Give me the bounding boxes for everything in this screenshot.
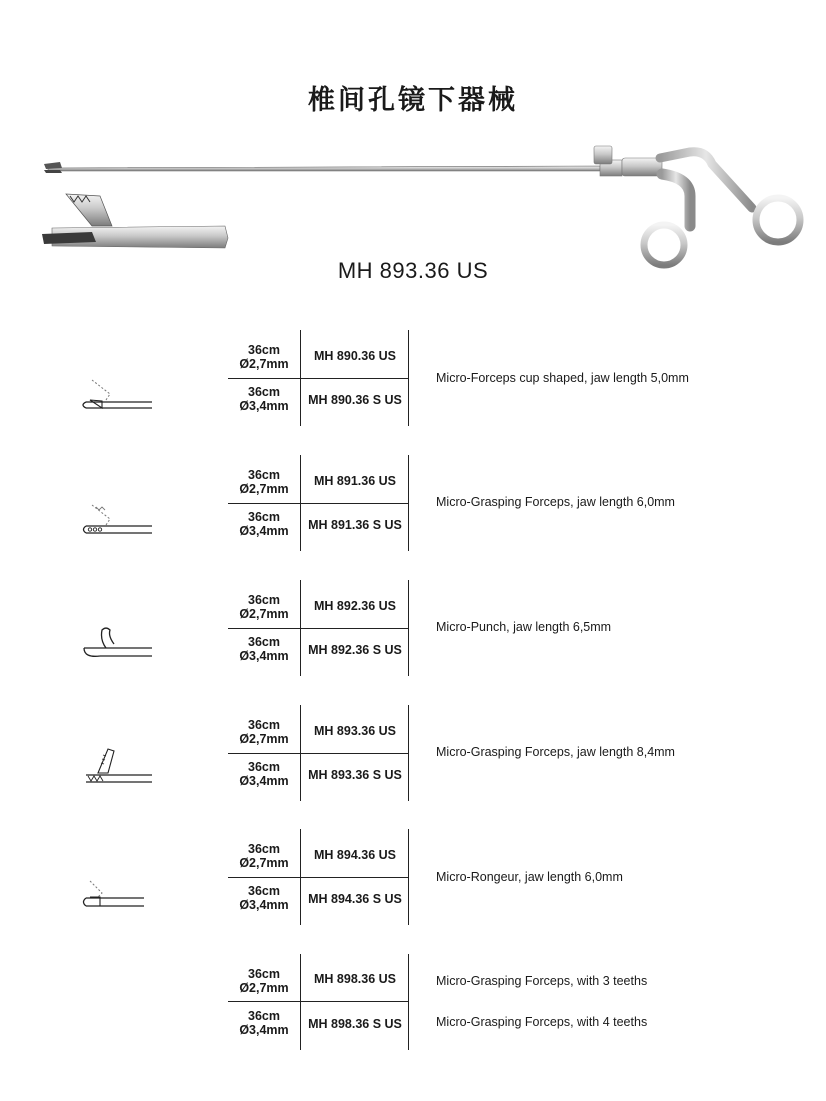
spec-dimensions [228,718,300,746]
spec-length: 36cm [248,967,280,981]
product-code: MH 898.36 S US [308,1017,402,1031]
grasping-forceps-tip-icon [70,725,160,785]
product-description: Micro-Forceps cup shaped, jaw length 5,0mm [436,371,689,385]
product-code: MH 892.36 S US [308,643,402,657]
spec-diameter: Ø3,4mm [239,1023,289,1037]
product-code: MH 898.36 US [314,972,396,986]
product-group [0,455,826,553]
spec-length: 36cm [248,718,280,732]
cup-forceps-tip-icon [70,350,160,410]
spec-diameter: Ø3,4mm [239,898,289,912]
product-description: Micro-Rongeur, jaw length 6,0mm [436,870,623,884]
spec-diameter: Ø3,4mm [239,399,289,413]
table-divider [228,1001,409,1002]
spec-dimensions [228,343,300,371]
product-description: Micro-Punch, jaw length 6,5mm [436,620,612,634]
spec-length: 36cm [248,593,280,607]
product-description: Micro-Grasping Forceps, with 3 teeths [436,974,648,988]
product-description: Micro-Grasping Forceps, jaw length 8,4mm [436,745,675,759]
spec-diameter: Ø2,7mm [239,607,289,621]
table-divider [228,378,409,379]
instrument-illustration [0,0,826,300]
spec-dimensions [228,884,300,912]
spec-diameter: Ø2,7mm [239,732,289,746]
table-divider [228,753,409,754]
product-description: Micro-Grasping Forceps, with 4 teeths [436,1015,648,1029]
spec-dimensions [228,842,300,870]
product-description: Micro-Grasping Forceps, jaw length 6,0mm [436,495,675,509]
spec-length: 36cm [248,1009,280,1023]
spec-length: 36cm [248,760,280,774]
product-code: MH 894.36 S US [308,892,402,906]
product-group [0,829,826,927]
spec-diameter: Ø2,7mm [239,357,289,371]
spec-length: 36cm [248,385,280,399]
product-code: MH 891.36 US [314,474,396,488]
table-divider [228,503,409,504]
spec-dimensions [228,593,300,621]
spec-diameter: Ø2,7mm [239,856,289,870]
rongeur-tip-icon [70,849,160,909]
table-divider [300,954,301,1050]
product-code: MH 894.36 US [314,848,396,862]
spec-dimensions [228,1009,300,1037]
spec-dimensions [228,967,300,995]
product-group [0,330,826,428]
spec-length: 36cm [248,343,280,357]
table-divider [408,954,409,1050]
spec-length: 36cm [248,510,280,524]
table-divider [228,877,409,878]
product-code: MH 890.36 US [314,349,396,363]
spec-diameter: Ø2,7mm [239,482,289,496]
spec-dimensions [228,635,300,663]
spec-diameter: Ø2,7mm [239,981,289,995]
hero-instrument [0,0,826,300]
spec-length: 36cm [248,635,280,649]
product-code: MH 890.36 S US [308,393,402,407]
grasping-forceps-tip-icon [70,475,160,535]
spec-diameter: Ø3,4mm [239,774,289,788]
product-code: MH 892.36 US [314,599,396,613]
spec-dimensions [228,468,300,496]
spec-dimensions [228,385,300,413]
spec-length: 36cm [248,468,280,482]
hero-model-code: MH 893.36 US [337,258,489,283]
spec-length: 36cm [248,884,280,898]
spec-diameter: Ø3,4mm [239,524,289,538]
product-group [0,705,826,803]
spec-diameter: Ø3,4mm [239,649,289,663]
punch-tip-icon [70,600,160,660]
product-group [0,580,826,678]
spec-dimensions [228,510,300,538]
product-group [0,954,826,1052]
spec-dimensions [228,760,300,788]
product-code: MH 893.36 S US [308,768,402,782]
spec-length: 36cm [248,842,280,856]
page-title: 椎间孔镜下器械 [308,85,518,116]
product-code: MH 893.36 US [314,724,396,738]
table-divider [228,628,409,629]
product-code: MH 891.36 S US [308,518,402,532]
